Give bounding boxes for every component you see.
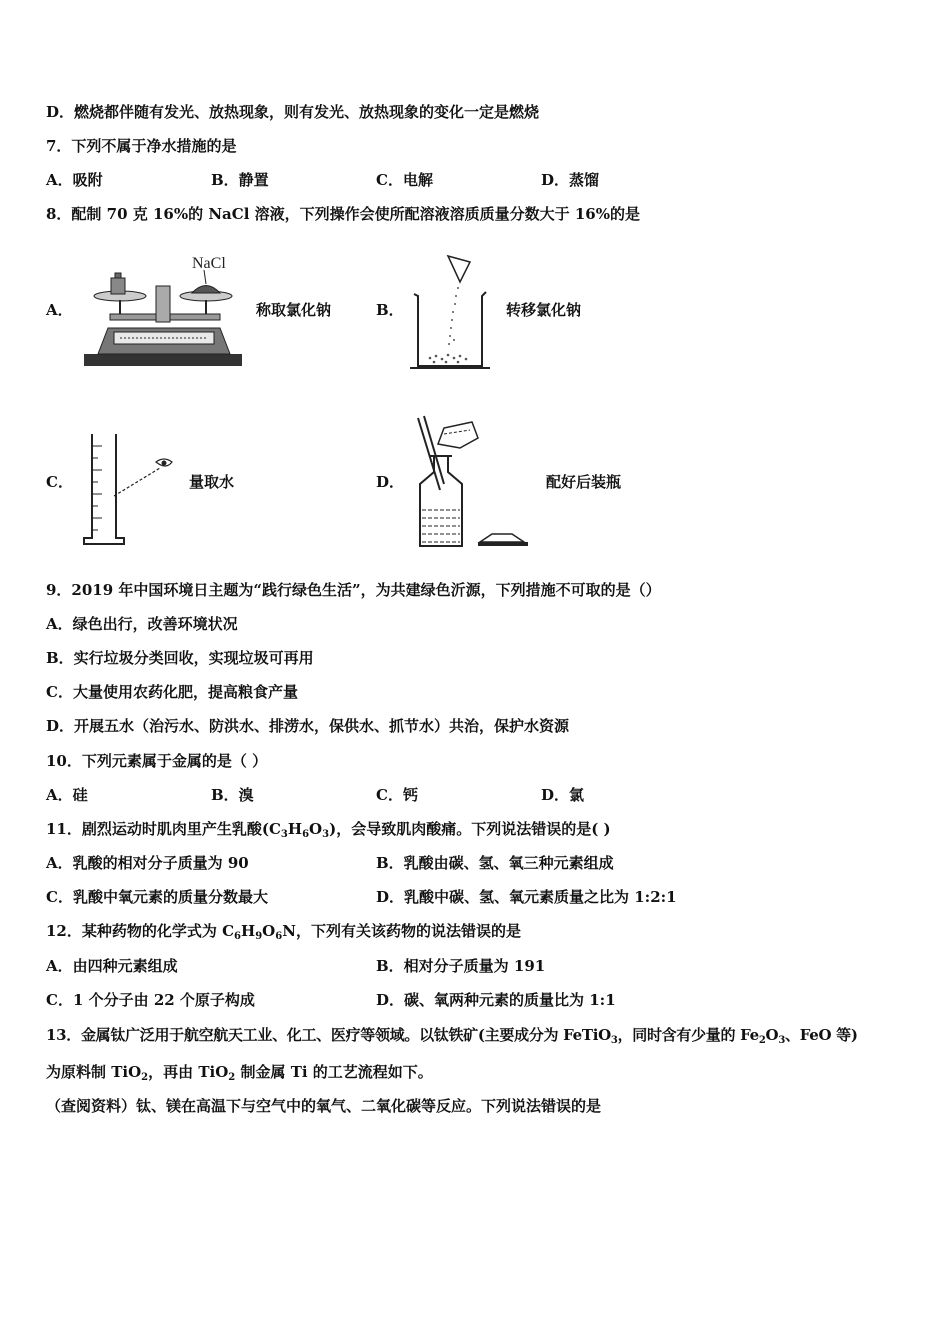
- q7-stem: 7．下列不属于净水措施的是: [46, 137, 237, 155]
- q8-option-a-letter: A．: [46, 301, 73, 319]
- balance-figure: [80, 248, 250, 372]
- balance-base: [84, 354, 242, 366]
- q11-option-a: A．乳酸的相对分子质量为 90: [46, 854, 249, 872]
- q13-line-2: 为原料制 TiO$_2$，再由 TiO$_2$ 制金属 Ti 的工艺流程如下。: [46, 1063, 433, 1083]
- q8-option-a-caption: 称取氯化钠: [256, 301, 332, 319]
- q10-option-c: C．钙: [376, 786, 418, 804]
- q13-line-1: 13．金属钛广泛用于航空航天工业、化工、医疗等领域。以钛铁矿(主要成分为 FeTiO$_3$，同时含有少量的 $Fe_2O_3$、FeO 等): [46, 1026, 858, 1046]
- cylinder-figure: [78, 430, 182, 548]
- q8-option-b-caption: 转移氯化钠: [506, 301, 582, 319]
- q7-option-a: A．吸附: [46, 171, 103, 189]
- q10-option-d: D．氯: [541, 786, 585, 804]
- q8-option-b-letter: B．: [376, 301, 404, 319]
- q13-line-3: （查阅资料）钛、镁在高温下与空气中的氧气、二氧化碳等反应。下列说法错误的是: [46, 1097, 602, 1115]
- q12-option-a: A．由四种元素组成: [46, 957, 178, 975]
- q10-option-a: A．硅: [46, 786, 88, 804]
- q11-stem: 11．剧烈运动时肌肉里产生乳酸$(C_3H_6O_3)$，会导致肌肉酸痛。下列说法错误的是( ): [46, 820, 611, 840]
- q9-option-c: C．大量使用农药化肥，提高粮食产量: [46, 683, 298, 701]
- q7-option-c: C．电解: [376, 171, 433, 189]
- beaker-pour-figure: [408, 252, 490, 370]
- q9-option-d: D．开展五水（治污水、防洪水、排涝水，保供水、抓节水）共治，保护水资源: [46, 717, 570, 735]
- q6-option-d: D．燃烧都伴随有发光、放热现象，则有发光、放热现象的变化一定是燃烧: [46, 103, 540, 121]
- q8-option-d-letter: D．: [376, 473, 405, 491]
- q12-option-b: B．相对分子质量为 191: [376, 957, 546, 975]
- q11-option-d: D．乳酸中碳、氢、氧元素质量之比为 1:2:1: [376, 888, 677, 906]
- q8-option-c-caption: 量取水: [189, 473, 235, 491]
- q11-option-b: B．乳酸由碳、氢、氧三种元素组成: [376, 854, 614, 872]
- q10-stem: 10．下列元素属于金属的是（ ）: [46, 752, 268, 770]
- nacl-label: NaCl: [192, 255, 226, 272]
- q8-stem: 8．配制 70 克 16%的 NaCl 溶液，下列操作会使所配溶液溶质质量分数大于 16%的是: [46, 205, 640, 223]
- bottle-figure: [408, 414, 532, 550]
- q9-stem: 9．2019 年中国环境日主题为“践行绿色生活”，为共建绿色沂源，下列措施不可取的是（）: [46, 581, 661, 599]
- q12-stem: 12．某种药物的化学式为 $C_6H_9O_6N$，下列有关该药物的说法错误的是: [46, 922, 521, 942]
- q7-option-b: B．静置: [211, 171, 269, 189]
- q8-option-d-caption: 配好后装瓶: [546, 473, 622, 491]
- q12-option-c: C．1 个分子由 22 个原子构成: [46, 991, 255, 1009]
- q7-option-d: D．蒸馏: [541, 171, 600, 189]
- q10-option-b: B．溴: [211, 786, 254, 804]
- q9-option-b: B．实行垃圾分类回收，实现垃圾可再用: [46, 649, 314, 667]
- q12-option-d: D．碳、氧两种元素的质量比为 1:1: [376, 991, 616, 1009]
- q11-option-c: C．乳酸中氧元素的质量分数最大: [46, 888, 268, 906]
- q9-option-a: A．绿色出行，改善环境状况: [46, 615, 238, 633]
- q8-option-c-letter: C．: [46, 473, 73, 491]
